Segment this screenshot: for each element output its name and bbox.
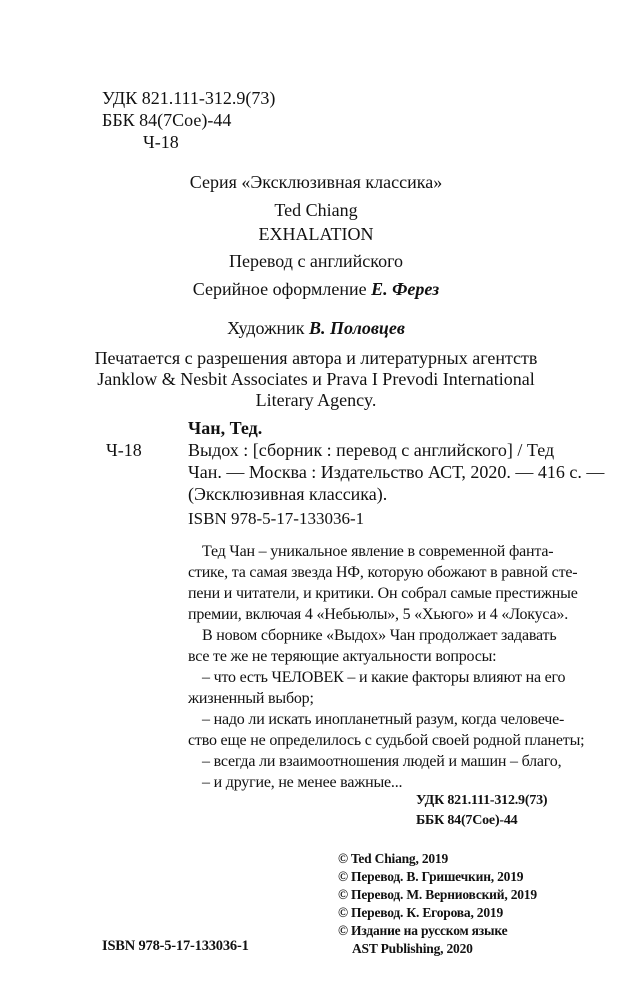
original-author: Ted Chiang (274, 200, 358, 220)
bib-mark: Ч-18 (106, 440, 142, 460)
bib-author-heading: Чан, Тед. (188, 418, 263, 438)
permission-line-3: Literary Agency. (255, 390, 377, 410)
design-credit-name: Е. Ферез (371, 279, 440, 299)
annotation-line-6: все те же не теряющие актуальности вопросы: (188, 648, 497, 665)
copyright-line-1: © Ted Chiang, 2019 (338, 851, 449, 866)
copyright-line-5: © Издание на русском языке (338, 923, 508, 938)
annotation-line-4: премии, включая 4 «Небьюлы», 5 «Хьюго» и 4 «Локуса». (188, 606, 568, 623)
annotation-line-2: стике, та самая звезда НФ, которую обожают в равной сте- (188, 564, 578, 581)
annotation-line-1: Тед Чан – уникальное явление в современной фанта- (202, 543, 554, 560)
udk-code: УДК 821.111-312.9(73) (102, 88, 276, 108)
annotation-line-5: В новом сборнике «Выдох» Чан продолжает задавать (202, 627, 557, 644)
bib-line-2: Чан. — Москва : Издательство АСТ, 2020. — 416 с. — (188, 462, 605, 482)
bib-line-3: (Эксклюзивная классика). (188, 484, 388, 504)
bib-isbn: ISBN 978-5-17-133036-1 (188, 509, 365, 528)
artist-credit-name: В. Половцев (309, 318, 405, 338)
annotation-line-12: – и другие, не менее важные... (202, 774, 403, 791)
annotation-line-11: – всегда ли взаимоотношения людей и машин – благо, (202, 753, 562, 770)
permission-line-1: Печатается с разрешения автора и литературных агентств (94, 348, 538, 368)
annotation-line-7: – что есть ЧЕЛОВЕК – и какие факторы влияют на его (202, 669, 566, 686)
design-credit-label: Серийное оформление (192, 279, 367, 299)
artist-credit-label: Художник (227, 318, 305, 338)
annotation-bbk: ББК 84(7Сое)-44 (416, 813, 518, 828)
design-credit (0, 279, 632, 299)
permission-line-2: Janklow & Nesbit Associates и Prava I Prevodi International (97, 369, 535, 389)
translation-note: Перевод с английского (228, 251, 404, 271)
copyright-line-3: © Перевод. М. Верниовский, 2019 (338, 887, 537, 902)
bib-line-1: Выдох : [сборник : перевод с английского] / Тед (188, 440, 555, 460)
annotation-line-9: – надо ли искать инопланетный разум, когда человече- (202, 711, 565, 728)
annotation-udk: УДК 821.111-312.9(73) (416, 793, 548, 808)
bbk-code: ББК 84(7Сое)-44 (102, 110, 232, 130)
annotation-line-8: жизненный выбор; (188, 690, 314, 707)
copyright-line-6: AST Publishing, 2020 (352, 941, 473, 956)
annotation-line-10: ство еще не определилось с судьбой своей родной планеты; (188, 732, 585, 749)
author-mark: Ч-18 (143, 132, 179, 152)
footer-isbn: ISBN 978-5-17-133036-1 (102, 938, 249, 954)
copyright-line-4: © Перевод. К. Егорова, 2019 (338, 905, 503, 920)
annotation-line-3: пени и читатели, и критики. Он собрал самые престижные (188, 585, 578, 602)
original-title: EXHALATION (258, 224, 374, 244)
series-name: Серия «Эксклюзивная классика» (189, 172, 443, 192)
artist-credit (0, 318, 632, 338)
copyright-line-2: © Перевод. В. Гришечкин, 2019 (338, 869, 524, 884)
